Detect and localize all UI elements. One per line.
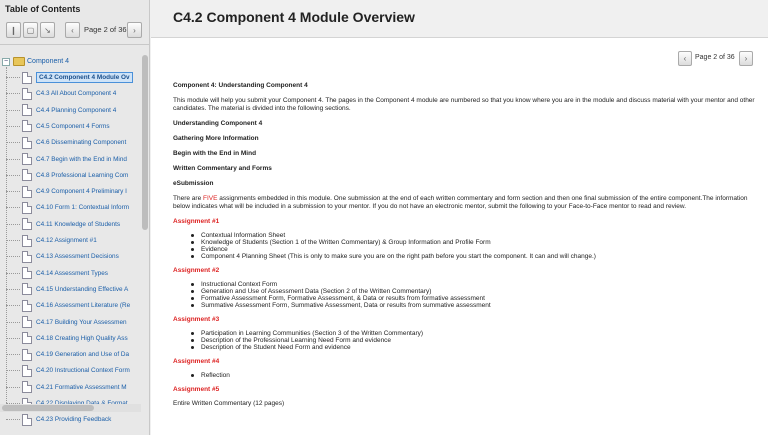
assignment-heading: Assignment #3 xyxy=(173,316,220,323)
page-icon xyxy=(22,235,32,247)
toc-tree xyxy=(0,55,140,424)
assignment-heading: Assignment #1 xyxy=(173,218,220,225)
content-pager xyxy=(678,51,760,67)
prev-page-button[interactable]: ‹ xyxy=(678,51,692,66)
list-item: Participation in Learning Communities (Section 3 of the Written Commentary) xyxy=(191,330,758,337)
tree-connector xyxy=(6,387,20,388)
toc-item[interactable] xyxy=(22,330,140,347)
tree-root-component-4[interactable] xyxy=(2,55,142,68)
page-icon xyxy=(22,414,32,426)
page-icon xyxy=(22,349,32,361)
tree-connector xyxy=(6,175,20,176)
list-item: Description of the Professional Learning Need Form and evidence xyxy=(191,337,758,344)
toc-prev-page-button[interactable]: ‹ xyxy=(65,22,80,38)
toc-page-indicator: Page 2 of 36 xyxy=(84,25,127,34)
tree-connector xyxy=(6,419,20,420)
toc-divider xyxy=(0,44,150,45)
assignment-list xyxy=(191,372,758,379)
tree-connector xyxy=(6,289,20,290)
tree-connector xyxy=(6,240,20,241)
toc-item-label[interactable]: C4.21 Formative Assessment M xyxy=(36,383,127,391)
toc-item-label[interactable]: C4.20 Instructional Context Form xyxy=(36,367,130,375)
toc-item[interactable] xyxy=(22,134,140,151)
assignment-list xyxy=(191,281,758,309)
content-pane xyxy=(151,0,768,435)
collapse-all-icon[interactable]: ❙ xyxy=(6,22,21,38)
toc-item[interactable] xyxy=(22,281,140,298)
tree-connector xyxy=(6,110,20,111)
toc-item[interactable] xyxy=(22,314,140,331)
assignment-list xyxy=(191,232,758,260)
assignment-heading: Assignment #5 xyxy=(173,386,220,393)
list-item: Contextual Information Sheet xyxy=(191,232,758,239)
toc-item-label[interactable]: C4.16 Assessment Literature (Re xyxy=(36,302,131,310)
toc-item[interactable] xyxy=(22,346,140,363)
tree-connector xyxy=(6,93,20,94)
toc-toolbar xyxy=(6,22,144,40)
tree-connector xyxy=(6,273,20,274)
page-icon xyxy=(22,120,32,132)
toc-item-label[interactable]: C4.10 Form 1: Contextual Inform xyxy=(36,204,130,212)
page-icon xyxy=(22,283,32,295)
assignment-list xyxy=(191,330,758,351)
tree-connector xyxy=(6,305,20,306)
page-icon xyxy=(22,72,32,84)
toc-title: Table of Contents xyxy=(5,4,81,14)
section-heading: Understanding Component 4 xyxy=(173,120,263,127)
list-item: Generation and Use of Assessment Data (Section 2 of the Written Commentary) xyxy=(191,288,758,295)
assignment-heading: Assignment #2 xyxy=(173,267,220,274)
five-highlight: FIVE xyxy=(203,195,218,202)
page-indicator: Page 2 of 36 xyxy=(695,54,735,61)
collapse-icon[interactable]: − xyxy=(3,57,9,65)
section-heading: eSubmission xyxy=(173,180,214,187)
toc-item[interactable] xyxy=(22,167,140,184)
page-icon xyxy=(22,186,32,198)
tree-connector xyxy=(6,77,20,78)
toc-item-label[interactable]: C4.17 Building Your Assessmen xyxy=(36,318,127,326)
window-icon[interactable]: ▢ xyxy=(23,22,38,38)
page-icon xyxy=(22,365,32,377)
page-icon xyxy=(22,218,32,230)
toc-item-label[interactable]: C4.2 Component 4 Module Ov xyxy=(36,72,133,83)
page-icon xyxy=(22,251,32,263)
page-icon xyxy=(22,381,32,393)
toc-item[interactable] xyxy=(22,265,140,282)
toc-item-label[interactable]: C4.8 Professional Learning Com xyxy=(36,171,129,179)
toc-item-label[interactable]: C4.13 Assessment Decisions xyxy=(36,253,119,261)
list-item: Formative Assessment Form, Formative Assessment, & Data or results from formative assessment xyxy=(191,295,758,302)
page-title: C4.2 Component 4 Module Overview xyxy=(173,9,415,25)
tree-connector xyxy=(6,126,20,127)
page-icon xyxy=(22,300,32,312)
toc-item[interactable] xyxy=(22,151,140,168)
tree-connector xyxy=(6,322,20,323)
list-item: Summative Assessment Form, Summative Assessment, Data or results from summative assessment xyxy=(191,302,758,309)
page-icon xyxy=(22,137,32,149)
page-icon xyxy=(22,332,32,344)
toc-item-label[interactable]: C4.3 All About Component 4 xyxy=(36,90,117,98)
toc-item[interactable] xyxy=(22,216,140,233)
tree-connector xyxy=(6,159,20,160)
final-text: Entire Written Commentary (12 pages) xyxy=(173,400,285,407)
intro-paragraph: This module will help you submit your Component 4. The pages in the Component 4 module are numbered so that you know where you are in the module and discuss material with your mentor and other candidates. The material is divided into the following sections. xyxy=(173,97,755,112)
assignment-heading: Assignment #4 xyxy=(173,358,220,365)
tree-connector xyxy=(6,142,20,143)
toc-item-label[interactable]: C4.6 Disseminating Component xyxy=(36,139,127,147)
tree-connector xyxy=(6,67,7,403)
toc-item-label[interactable]: C4.14 Assessment Types xyxy=(36,269,108,277)
list-item: Instructional Context Form xyxy=(191,281,758,288)
page-icon xyxy=(22,169,32,181)
list-item: Component 4 Planning Sheet (This is only to make sure you are on the right path before you start the component. It can and will change.) xyxy=(191,253,758,260)
list-item: Evidence xyxy=(191,246,758,253)
toc-item[interactable] xyxy=(22,232,140,249)
section-heading: Written Commentary and Forms xyxy=(173,165,272,172)
section-heading: Begin with the End in Mind xyxy=(173,150,257,157)
list-item: Knowledge of Students (Section 1 of the Written Commentary) & Group Information and Profile Form xyxy=(191,239,758,246)
content-body xyxy=(173,82,758,408)
toc-next-page-button[interactable]: › xyxy=(127,22,142,38)
page-icon xyxy=(22,267,32,279)
toc-item[interactable] xyxy=(22,69,140,86)
section-heading: Gathering More Information xyxy=(173,135,259,142)
toc-item[interactable] xyxy=(22,85,140,102)
scroll-thumb[interactable] xyxy=(2,405,94,411)
toc-item[interactable] xyxy=(22,411,140,428)
sync-icon[interactable]: ↘ xyxy=(40,22,55,38)
tree-connector xyxy=(6,207,20,208)
content-heading: Component 4: Understanding Component 4 xyxy=(173,82,308,89)
toc-item[interactable] xyxy=(22,102,140,119)
toc-item-label[interactable]: C4.18 Creating High Quality Ass xyxy=(36,334,128,342)
toc-item[interactable] xyxy=(22,199,140,216)
list-item: Description of the Student Need Form and evidence xyxy=(191,344,758,351)
page-icon xyxy=(22,104,32,116)
toc-item[interactable] xyxy=(22,248,140,265)
tree-connector xyxy=(6,191,20,192)
toc-item-label[interactable]: C4.7 Begin with the End in Mind xyxy=(36,155,127,163)
toc-horizontal-scrollbar[interactable] xyxy=(0,404,141,412)
list-item: Reflection xyxy=(191,372,758,379)
page-icon xyxy=(22,316,32,328)
toc-item-label[interactable]: C4.11 Knowledge of Students xyxy=(36,220,121,228)
toc-item[interactable] xyxy=(22,379,140,396)
scroll-thumb[interactable] xyxy=(142,55,148,230)
tree-connector xyxy=(6,224,20,225)
page-header xyxy=(151,0,768,38)
toc-item-label[interactable]: C4.12 Assignment #1 xyxy=(36,237,97,244)
tree-connector xyxy=(6,256,20,257)
page-icon xyxy=(22,88,32,100)
tree-connector xyxy=(6,354,20,355)
toc-vertical-scrollbar[interactable] xyxy=(141,55,149,403)
assignment-intro: There are FIVE assignments embedded in this module. One submission at the end of each written commentary and form section and then one final submission of the entire component.The information below indicates what will be included in a submission to your mentor. If you do not have an electronic mentor, submit the following to your Face-to-Face mentor to read and review. xyxy=(173,195,748,210)
toc-item[interactable] xyxy=(22,362,140,379)
table-of-contents-panel xyxy=(0,0,150,435)
tree-root-label[interactable]: Component 4 xyxy=(27,58,70,65)
next-page-button[interactable]: › xyxy=(739,51,753,66)
toc-item-label[interactable]: C4.5 Component 4 Forms xyxy=(36,122,110,130)
toc-item-label[interactable]: C4.4 Planning Component 4 xyxy=(36,106,117,114)
toc-item[interactable] xyxy=(22,118,140,135)
toc-item[interactable] xyxy=(22,183,140,200)
toc-item[interactable] xyxy=(22,297,140,314)
toc-item-label[interactable]: C4.19 Generation and Use of Da xyxy=(36,351,130,359)
page-icon xyxy=(22,202,32,214)
tree-connector xyxy=(6,338,20,339)
toc-item-label[interactable]: C4.23 Providing Feedback xyxy=(36,416,112,424)
page-icon xyxy=(22,153,32,165)
folder-icon xyxy=(13,57,25,66)
tree-connector xyxy=(6,370,20,371)
toc-item-label[interactable]: C4.15 Understanding Effective A xyxy=(36,285,129,293)
toc-item-label[interactable]: C4.9 Component 4 Preliminary I xyxy=(36,188,127,196)
